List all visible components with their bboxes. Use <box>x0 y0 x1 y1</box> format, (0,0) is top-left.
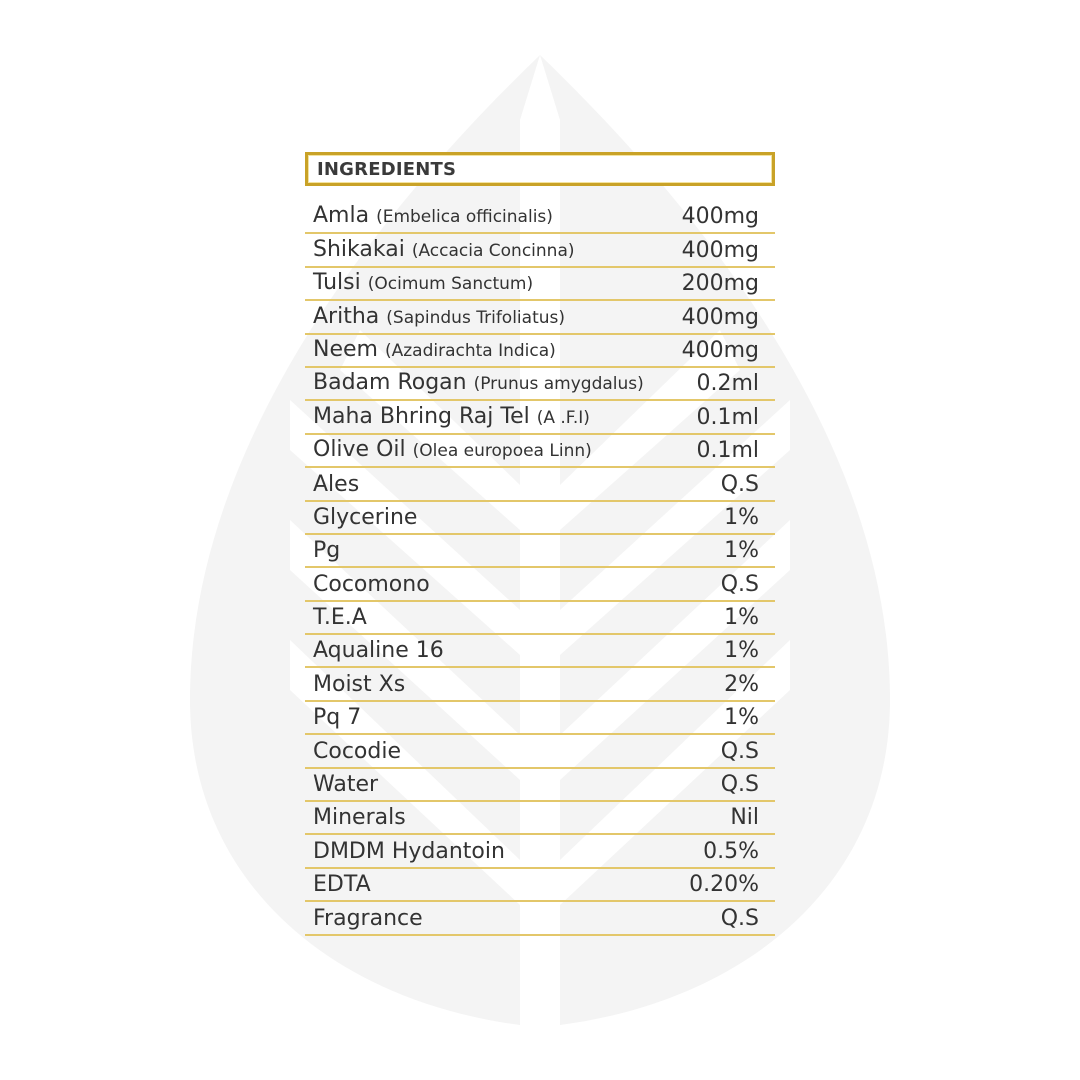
ingredient-quantity: 0.1ml <box>696 438 759 464</box>
ingredient-name <box>313 403 590 432</box>
ingredient-row <box>305 668 775 701</box>
ingredient-quantity: 0.20% <box>689 872 759 898</box>
ingredient-name <box>313 637 444 665</box>
ingredient-name <box>313 336 556 365</box>
ingredient-common-name: Fragrance <box>313 905 423 931</box>
ingredient-common-name: Badam Rogan <box>313 370 467 396</box>
ingredient-common-name: Ales <box>313 471 360 497</box>
ingredient-quantity: Q.S <box>720 772 759 798</box>
ingredient-quantity: 400mg <box>681 237 759 263</box>
ingredient-name <box>313 504 417 532</box>
ingredient-name <box>313 905 423 933</box>
ingredient-quantity: Q.S <box>720 571 759 597</box>
ingredient-quantity: Q.S <box>720 738 759 764</box>
ingredient-quantity: 1% <box>724 705 759 731</box>
ingredient-common-name: EDTA <box>313 872 371 898</box>
ingredient-name <box>313 269 533 298</box>
ingredient-quantity: Q.S <box>720 905 759 931</box>
ingredient-quantity: 400mg <box>681 337 759 363</box>
ingredient-name <box>313 571 430 599</box>
ingredient-row <box>305 902 775 935</box>
ingredient-quantity: 0.2ml <box>696 371 759 397</box>
ingredient-row <box>305 502 775 535</box>
ingredient-name <box>313 303 565 332</box>
ingredient-common-name: T.E.A <box>313 605 367 631</box>
ingredient-common-name: Water <box>313 772 379 798</box>
ingredient-row <box>305 702 775 735</box>
ingredient-row <box>305 201 775 234</box>
ingredient-quantity: 1% <box>724 504 759 530</box>
ingredient-common-name: Glycerine <box>313 504 418 530</box>
ingredient-name <box>313 771 378 799</box>
ingredient-scientific-name: (Accacia Concinna) <box>411 240 575 261</box>
header-title: INGREDIENTS <box>317 158 457 180</box>
ingredient-name <box>313 671 405 699</box>
ingredient-row <box>305 335 775 368</box>
ingredient-quantity: 1% <box>724 605 759 631</box>
ingredient-name <box>313 236 575 265</box>
ingredient-row <box>305 468 775 501</box>
ingredient-name <box>313 804 406 832</box>
ingredient-common-name: Pg <box>313 538 341 564</box>
ingredient-scientific-name: (A .F.I) <box>536 407 590 428</box>
ingredient-row <box>305 769 775 802</box>
ingredients-list <box>305 201 775 936</box>
ingredient-row <box>305 234 775 267</box>
ingredient-row <box>305 301 775 334</box>
ingredient-quantity: Nil <box>730 805 759 831</box>
ingredient-name <box>313 369 644 398</box>
ingredient-scientific-name: (Prunus amygdalus) <box>473 374 644 395</box>
ingredient-quantity: 2% <box>724 671 759 697</box>
ingredient-quantity: 400mg <box>681 304 759 330</box>
ingredient-quantity: Q.S <box>720 471 759 497</box>
ingredient-common-name: Cocodie <box>313 738 401 764</box>
ingredient-name <box>313 704 361 732</box>
ingredient-common-name: Neem <box>313 336 378 362</box>
ingredient-common-name: Moist Xs <box>313 671 406 697</box>
ingredient-common-name: Tulsi <box>313 270 361 296</box>
ingredient-scientific-name: (Azadirachta Indica) <box>384 340 556 361</box>
ingredient-name <box>313 838 505 866</box>
ingredient-quantity: 1% <box>724 538 759 564</box>
ingredient-name <box>313 436 592 465</box>
ingredient-common-name: Pq 7 <box>313 705 362 731</box>
ingredient-name <box>313 537 340 565</box>
ingredient-common-name: Aqualine 16 <box>313 638 444 664</box>
ingredient-common-name: Olive Oil <box>313 437 406 463</box>
ingredient-row <box>305 635 775 668</box>
ingredient-quantity: 1% <box>724 638 759 664</box>
ingredient-scientific-name: (Sapindus Trifoliatus) <box>386 307 565 328</box>
ingredient-common-name: Amla <box>313 203 370 229</box>
ingredient-row <box>305 401 775 434</box>
ingredient-common-name: Shikakai <box>313 236 405 262</box>
ingredient-name <box>313 471 359 499</box>
ingredient-scientific-name: (Embelica officinalis) <box>376 207 553 228</box>
ingredient-row <box>305 268 775 301</box>
ingredient-common-name: Maha Bhring Raj Tel <box>313 403 530 429</box>
ingredient-common-name: Minerals <box>313 805 406 831</box>
ingredient-quantity: 200mg <box>681 271 759 297</box>
ingredient-common-name: Aritha <box>313 303 380 329</box>
ingredient-quantity: 0.5% <box>703 838 759 864</box>
ingredient-row <box>305 869 775 902</box>
ingredient-row <box>305 368 775 401</box>
ingredient-common-name: Cocomono <box>313 571 430 597</box>
ingredient-scientific-name: (Olea europoea Linn) <box>412 441 592 462</box>
ingredient-row <box>305 735 775 768</box>
ingredient-name <box>313 738 401 766</box>
ingredient-quantity: 400mg <box>681 204 759 230</box>
ingredient-row <box>305 802 775 835</box>
ingredient-name <box>313 202 553 231</box>
ingredients-header <box>305 152 775 186</box>
ingredient-scientific-name: (Ocimum Sanctum) <box>367 274 534 295</box>
ingredient-name <box>313 871 371 899</box>
ingredient-row <box>305 835 775 868</box>
ingredient-quantity: 0.1ml <box>696 404 759 430</box>
ingredient-row <box>305 535 775 568</box>
ingredient-common-name: DMDM Hydantoin <box>313 838 505 864</box>
ingredients-panel <box>305 152 775 936</box>
ingredient-row <box>305 568 775 601</box>
ingredient-row <box>305 435 775 468</box>
ingredient-row <box>305 602 775 635</box>
ingredient-name <box>313 604 367 632</box>
